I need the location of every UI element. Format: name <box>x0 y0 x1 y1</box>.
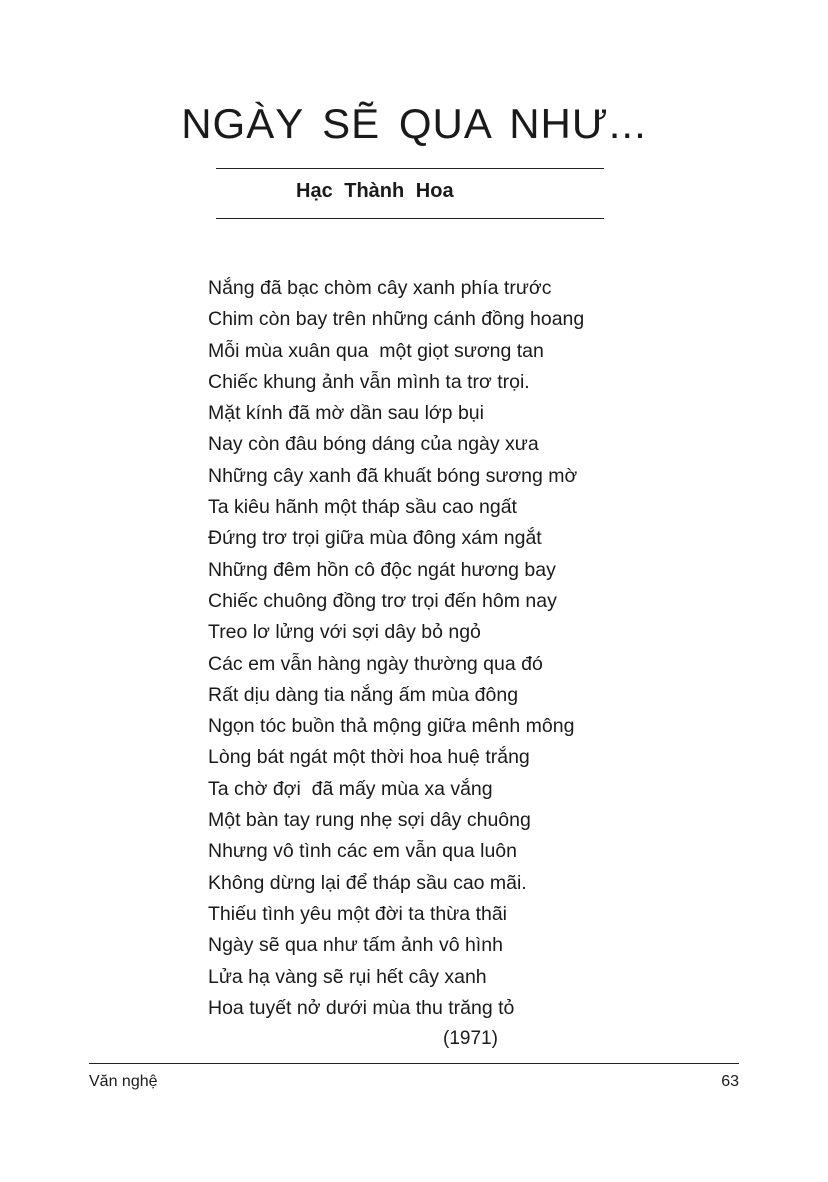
poem-line: Rất dịu dàng tia nắng ấm mùa đông <box>208 683 519 706</box>
poem-line: Ngọn tóc buồn thả mộng giữa mênh mông <box>208 715 575 738</box>
poem-line: Ngày sẽ qua như tấm ảnh vô hình <box>208 934 503 957</box>
poem-line: Hoa tuyết nở dưới mùa thu trăng tỏ <box>208 996 515 1019</box>
poem-line: Nắng đã bạc chòm cây xanh phía trước <box>208 277 552 299</box>
poem-line: Mặt kính đã mờ dần sau lớp bụi <box>208 402 484 425</box>
poem-line: Lửa hạ vàng sẽ rụi hết cây xanh <box>208 965 487 988</box>
poem-line: Những cây xanh đã khuất bóng sương mờ <box>208 464 578 487</box>
poem-line: Nay còn đâu bóng dáng của ngày xưa <box>208 433 539 456</box>
poem-line: Ta kiêu hãnh một tháp sầu cao ngất <box>208 496 517 519</box>
poem-line: Các em vẫn hàng ngày thường qua đó <box>208 652 543 675</box>
poem-line: Thiếu tình yêu một đời ta thừa thãi <box>208 902 508 925</box>
title-divider-top <box>216 168 604 169</box>
poem-line: Chiếc chuông đồng trơ trọi đến hôm nay <box>208 589 557 612</box>
poem-line: Lòng bát ngát một thời hoa huệ trắng <box>208 746 530 769</box>
poem-title: NGÀY SẼ QUA NHƯ... <box>181 100 647 147</box>
poem-line: Đứng trơ trọi giữa mùa đông xám ngắt <box>208 527 542 550</box>
title-divider-bottom <box>216 218 604 219</box>
poem-line: Mỗi mùa xuân qua một giọt sương tan <box>208 339 544 362</box>
footer-section-name: Văn nghệ <box>89 1073 158 1090</box>
page-number: 63 <box>721 1073 739 1090</box>
poem-year: (1971) <box>443 1028 498 1049</box>
poem-line: Không dừng lại để tháp sầu cao mãi. <box>208 871 527 894</box>
footer-divider <box>89 1063 739 1064</box>
poem-line: Một bàn tay rung nhẹ sợi dây chuông <box>208 809 531 832</box>
poem-line: Những đêm hồn cô độc ngát hương bay <box>208 558 556 581</box>
poem-line: Ta chờ đợi đã mấy mùa xa vắng <box>208 777 493 800</box>
poem-line: Nhưng vô tình các em vẫn qua luôn <box>208 840 517 863</box>
poem-line: Chiếc khung ảnh vẫn mình ta trơ trọi. <box>208 370 530 393</box>
poem-body <box>208 274 584 1025</box>
poem-line: Treo lơ lửng với sợi dây bỏ ngỏ <box>208 621 481 644</box>
poem-line: Chim còn bay trên những cánh đồng hoang <box>208 308 585 331</box>
author-name: Hạc Thành Hoa <box>296 180 454 202</box>
